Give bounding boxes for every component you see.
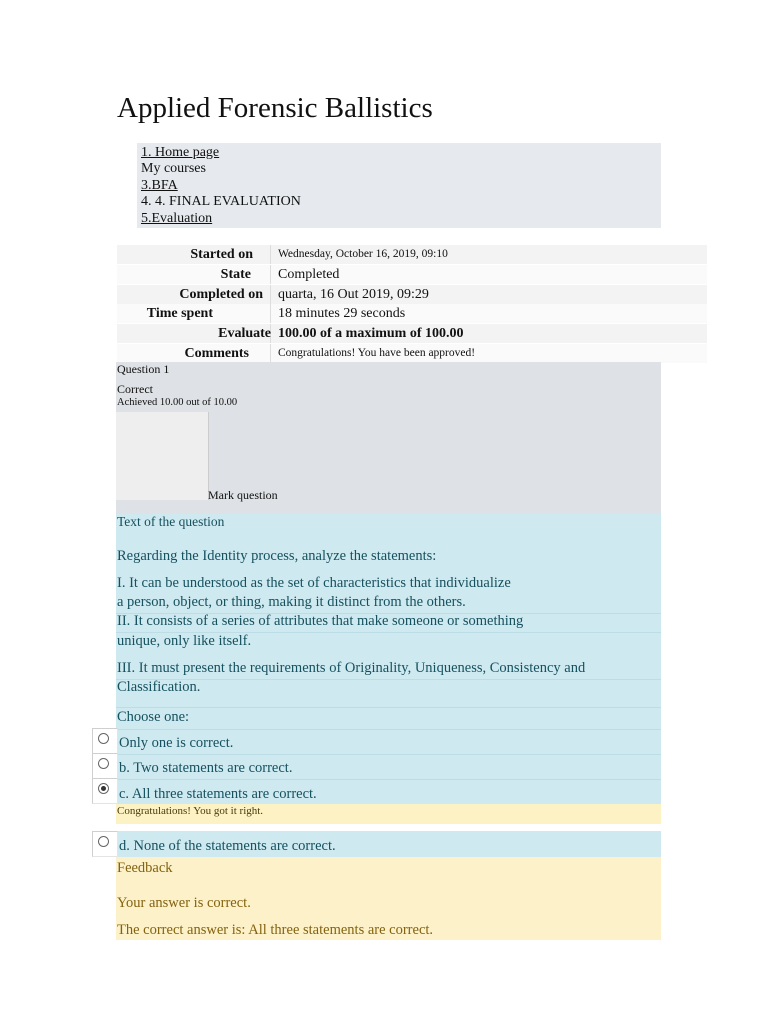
question-grade: Achieved 10.00 out of 10.00: [117, 397, 238, 408]
answer-feedback-text: Congratulations! You got it right.: [117, 805, 264, 817]
summary-label: Time spent: [146, 306, 213, 321]
option-d-row: [116, 831, 661, 857]
question-prompt: Regarding the Identity process, analyze the statements:: [117, 548, 437, 564]
breadcrumb-item-course[interactable]: 3.BFA: [141, 178, 178, 193]
summary-label: Started on: [190, 247, 253, 262]
question-info-panel: [116, 362, 661, 514]
summary-value: Wednesday, October 16, 2019, 09:10: [278, 248, 448, 260]
summary-row-state: [117, 265, 707, 284]
breadcrumb-item-my-courses[interactable]: My courses: [141, 161, 206, 176]
page-title: Applied Forensic Ballistics: [117, 92, 433, 124]
option-b-label[interactable]: b. Two statements are correct.: [119, 760, 293, 776]
question-content-panel: [116, 514, 661, 804]
mark-question-link[interactable]: Mark question: [208, 488, 278, 502]
radio-unchecked-icon[interactable]: [98, 836, 109, 847]
summary-row-started-on: [117, 245, 707, 264]
option-c-label[interactable]: c. All three statements are correct.: [119, 786, 317, 802]
feedback-result: Your answer is correct.: [117, 895, 251, 911]
option-a-label[interactable]: Only one is correct.: [119, 735, 234, 751]
question-heading: Text of the question: [117, 514, 225, 529]
breadcrumb-item-home[interactable]: 1. Home page: [141, 145, 220, 160]
summary-row-evaluate: [117, 324, 707, 343]
summary-row-time-spent: [117, 304, 707, 323]
statement-3-line-1: III. It must present the requirements of Originality, Uniqueness, Consistency and: [117, 660, 586, 676]
feedback-heading: Feedback: [117, 860, 173, 876]
option-b-radio-box[interactable]: [92, 753, 118, 779]
statement-1-line-1: I. It can be understood as the set of characteristics that individualize: [117, 575, 511, 591]
summary-label: Completed on: [179, 287, 263, 302]
breadcrumb-item-final-evaluation[interactable]: 4. 4. FINAL EVALUATION: [141, 194, 301, 209]
summary-value: quarta, 16 Out 2019, 09:29: [278, 287, 429, 302]
statement-2-line-1: II. It consists of a series of attributes that make someone or something: [117, 613, 524, 629]
breadcrumb-item-evaluation[interactable]: 5.Evaluation: [141, 211, 213, 226]
answer-specific-feedback: [116, 804, 661, 824]
radio-unchecked-icon[interactable]: [98, 758, 109, 769]
radio-checked-icon[interactable]: [98, 783, 109, 794]
statement-3-line-2: Classification.: [117, 679, 201, 695]
flag-image-placeholder: [116, 412, 209, 500]
summary-label: Evaluate: [218, 326, 271, 341]
summary-label: State: [220, 267, 251, 282]
summary-label: Comments: [184, 346, 249, 361]
breadcrumb: [137, 143, 661, 228]
summary-value: Completed: [278, 267, 340, 282]
choose-one-label: Choose one:: [117, 709, 190, 725]
summary-row-completed-on: [117, 285, 707, 304]
summary-row-comments: [117, 344, 707, 363]
option-a-radio-box[interactable]: [92, 728, 118, 754]
statement-1-line-2: a person, object, or thing, making it distinct from the others.: [117, 594, 466, 610]
question-state: Correct: [117, 382, 153, 396]
summary-value: Congratulations! You have been approved!: [278, 347, 476, 359]
feedback-panel: [116, 857, 661, 940]
radio-unchecked-icon[interactable]: [98, 733, 109, 744]
option-c-radio-box[interactable]: [92, 778, 118, 804]
statement-2-line-2: unique, only like itself.: [117, 633, 252, 649]
summary-value: 100.00 of a maximum of 100.00: [278, 326, 464, 341]
feedback-correct-answer: The correct answer is: All three statements are correct.: [117, 922, 434, 938]
option-d-label[interactable]: d. None of the statements are correct.: [119, 838, 336, 854]
summary-value: 18 minutes 29 seconds: [278, 306, 406, 321]
question-number: Question 1: [117, 362, 170, 376]
option-d-radio-box[interactable]: [92, 831, 118, 857]
